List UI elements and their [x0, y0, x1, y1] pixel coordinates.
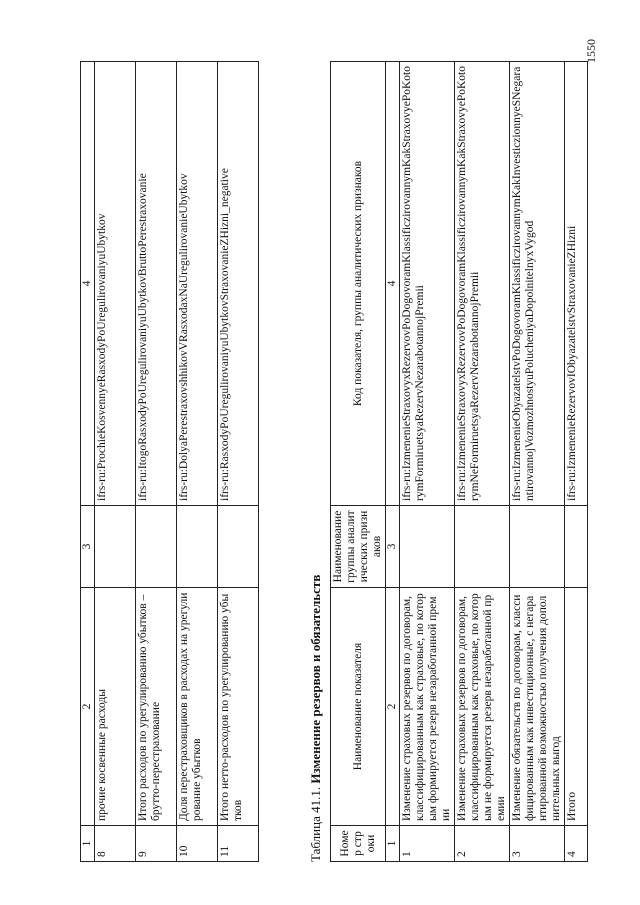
header-row-number: Номер строки [331, 826, 386, 862]
table-number-row [386, 62, 400, 862]
table-caption [308, 575, 324, 862]
indicator-code: ifrs-ru:IzmenenieRezervovIObyazatelstvStraxovanieZHizni [565, 62, 588, 506]
indicator-name: Изменение обязательств по договорам, классифицированным как инвестиционные, с негарантированной возможностью получения дополнительных выгод [510, 588, 565, 826]
row-number: 9 [136, 826, 177, 862]
indicator-name: прочие косвенные расходы [95, 588, 136, 826]
table-row [177, 62, 218, 862]
table-number-row [81, 62, 95, 862]
table-header-row [331, 62, 386, 862]
table-row [400, 62, 455, 862]
row-number: 3 [510, 826, 565, 862]
row-number: 2 [455, 826, 510, 862]
table-row [95, 62, 136, 862]
col-number: 2 [386, 588, 400, 826]
indicator-code: ifrs-ru:IzmenenieStraxovyxRezervovPoDogovoramKlassificzirovannymKakStraxovyePoKotorymFormiruetsyaRezervNezarabotannojPremii [400, 62, 455, 506]
table-row [136, 62, 177, 862]
indicator-name: Итого расходов по урегулированию убытков – брутто-перестрахование [136, 588, 177, 826]
table-row [455, 62, 510, 862]
indicator-code: ifrs-ru:IzmenenieStraxovyxRezervovPoDogovoramKlassificzirovannymKakStraxovyePoKotorymNeFormiruetsyaRezervNezarabotannojPremii [455, 62, 510, 506]
indicator-code: ifrs-ru:IzmenenieObyazatelstvPoDogovoramKlassificzirovannymKakInvesticzionnyeSNegarantirovannojVozmozhnostyuPolucheniyaDopolnitelnyxVygod [510, 62, 565, 506]
col-number: 3 [81, 506, 95, 588]
indicator-name: Изменение страховых резервов по договорам, классифицированным как страховые, по которым формируется резерв незаработанной премии [400, 588, 455, 826]
col-number: 1 [81, 826, 95, 862]
indicator-name: Доля перестраховщиков в расходах на урегулирование убытков [177, 588, 218, 826]
header-group-name: Наименование группы аналитических признаков [331, 506, 386, 588]
group-name [136, 506, 177, 588]
group-name [455, 506, 510, 588]
indicator-name: Изменение страховых резервов по договорам, классифицированным как страховые, по которым не формируется резерв незаработанной премии [455, 588, 510, 826]
header-indicator-name: Наименование показателя [331, 588, 386, 826]
row-number: 8 [95, 826, 136, 862]
rotated-content [60, 62, 580, 862]
col-number: 4 [81, 62, 95, 506]
header-indicator-code: Код показателя, группы аналитических признаков [331, 62, 386, 506]
table-row [565, 62, 588, 862]
indicator-code: ifrs-ru:RasxodyPoUregulirovaniyuUbytkovStraxovanieZHizni_negative [218, 62, 259, 506]
col-number: 2 [81, 588, 95, 826]
row-number: 1 [400, 826, 455, 862]
group-name [95, 506, 136, 588]
indicator-name: Итого нетто-расходов по урегулированию убытков [218, 588, 259, 826]
group-name [510, 506, 565, 588]
row-number: 10 [177, 826, 218, 862]
continuation-table [80, 61, 259, 862]
indicator-code: ifrs-ru:DolyaPerestraxovshhikovVRasxodaxNaUregulirovanieUbytkov [177, 62, 218, 506]
col-number: 3 [386, 506, 400, 588]
indicator-code: ifrs-ru:ItogoRasxodyPoUregulirovaniyuUbytkovBruttoPerestraxovanie [136, 62, 177, 506]
col-number: 4 [386, 62, 400, 506]
table-row [218, 62, 259, 862]
page-number: 1550 [584, 39, 598, 63]
indicator-name: Итого [565, 588, 588, 826]
caption-title: Изменение резервов и обязательств [308, 574, 323, 784]
col-number: 1 [386, 826, 400, 862]
group-name [218, 506, 259, 588]
row-number: 11 [218, 826, 259, 862]
group-name [177, 506, 218, 588]
table-row [510, 62, 565, 862]
caption-prefix: Таблица 41.1. [308, 786, 323, 862]
group-name [400, 506, 455, 588]
indicator-code: ifrs-ru:ProchieKosvennyeRasxodyPoUregulirovaniyuUbytkov [95, 62, 136, 506]
row-number: 4 [565, 826, 588, 862]
reserves-table [330, 61, 588, 862]
group-name [565, 506, 588, 588]
